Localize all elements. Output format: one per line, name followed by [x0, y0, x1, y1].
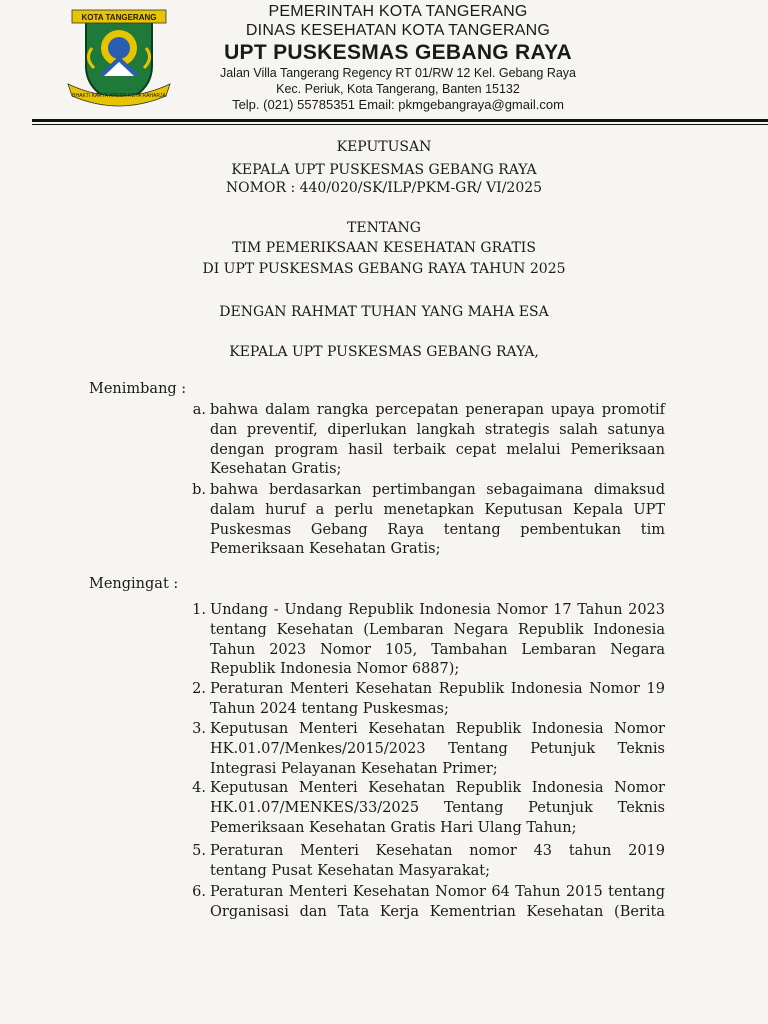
item-marker: 1.	[192, 602, 206, 618]
item-line: Pemeriksaan Kesehatan Gratis Hari Ulang Tahun;	[210, 819, 577, 836]
item-line: Puskesmas Gebang Raya tentang pembentukan tim	[210, 521, 665, 538]
decision-subject-2: DI UPT PUSKESMAS GEBANG RAYA TAHUN 2025	[202, 261, 566, 277]
item-line: Tahun 2024 tentang Puskesmas;	[210, 700, 449, 717]
decision-subject-1: TIM PEMERIKSAAN KESEHATAN GRATIS	[232, 240, 536, 256]
item-text	[210, 601, 665, 680]
item-line: Integrasi Pelayanan Kesehatan Primer;	[210, 760, 498, 777]
decision-number: NOMOR : 440/020/SK/ILP/PKM-GR/ VI/2025	[225, 180, 543, 196]
item-line: dalam huruf a perlu menetapkan Keputusan Kepala UPT	[210, 501, 665, 518]
header-rule-thin	[32, 124, 768, 125]
institution-name: UPT PUSKESMAS GEBANG RAYA	[224, 41, 572, 64]
item-text	[210, 680, 665, 720]
decision-about: TENTANG	[347, 220, 421, 236]
decision-heading: KEPUTUSAN	[336, 139, 432, 155]
item-text	[210, 401, 665, 480]
item-line: HK.01.07/MENKES/33/2025 Tentang Petunjuk Teknis	[210, 799, 665, 816]
government-name: PEMERINTAH KOTA TANGERANG	[268, 3, 528, 20]
item-line: Republik Indonesia Nomor 6887);	[210, 661, 460, 678]
mengingat-label: Mengingat :	[89, 576, 179, 592]
header-rule-thick	[32, 119, 768, 122]
department-name: DINAS KESEHATAN KOTA TANGERANG	[245, 22, 551, 39]
item-marker: 5.	[192, 843, 206, 859]
item-line: dengan program hasil terbaik cepat melalui Pemeriksaan	[210, 441, 665, 458]
item-line: bahwa berdasarkan pertimbangan sebagaimana dimaksud	[210, 482, 665, 498]
contact-line: Telp. (021) 55785351 Email: pkmgebangraya@gmail.com	[232, 97, 564, 112]
item-line: Peraturan Menteri Kesehatan Nomor 64 Tahun 2015 tentang	[210, 884, 665, 900]
item-marker: 2.	[192, 681, 206, 697]
item-line: tentang Pusat Kesehatan Masyarakat;	[210, 862, 491, 879]
menimbang-label: Menimbang :	[89, 381, 187, 397]
decision-invocation: DENGAN RAHMAT TUHAN YANG MAHA ESA	[219, 304, 549, 320]
item-marker: 3.	[192, 721, 206, 737]
address-line-2: Kec. Periuk, Kota Tangerang, Banten 15132	[276, 82, 520, 96]
item-line: Peraturan Menteri Kesehatan nomor 43 tahun 2019	[210, 843, 665, 859]
item-text	[210, 481, 665, 560]
item-line: dan preventif, diperlukan langkah strategis salah satunya	[210, 421, 665, 438]
item-marker: 6.	[192, 884, 206, 900]
decision-authority: KEPALA UPT PUSKESMAS GEBANG RAYA,	[229, 344, 539, 360]
item-text	[210, 720, 665, 779]
item-line: Pemeriksaan Kesehatan Gratis;	[210, 541, 441, 558]
item-line: Peraturan Menteri Kesehatan Republik Indonesia Nomor 19	[210, 681, 665, 697]
item-line: Organisasi dan Tata Kerja Kementrian Kesehatan (Berita	[210, 903, 665, 920]
item-line: HK.01.07/Menkes/2015/2023 Tentang Petunjuk Teknis	[210, 740, 665, 757]
item-line: Keputusan Menteri Kesehatan Republik Indonesia Nomor	[210, 721, 665, 737]
logo-motto-text: BHAKTI KARYA ANGGA KOTA RAHARJA	[72, 93, 166, 99]
item-line: Kesehatan Gratis;	[210, 461, 342, 478]
item-line: tentang Kesehatan (Lembaran Negara Republik Indonesia	[210, 621, 665, 638]
item-marker: a.	[192, 402, 206, 418]
item-line: bahwa dalam rangka percepatan penerapan upaya promotif	[210, 402, 665, 418]
city-emblem-icon	[64, 8, 174, 108]
item-text	[210, 883, 665, 923]
letterhead	[0, 0, 768, 128]
item-text	[210, 842, 665, 882]
item-line: Undang - Undang Republik Indonesia Nomor 17 Tahun 2023	[210, 602, 665, 618]
item-line: Keputusan Menteri Kesehatan Republik Indonesia Nomor	[210, 780, 665, 796]
item-line: Tahun 2023 Nomor 105, Tambahan Lembaran Negara	[210, 641, 665, 658]
decision-issuer: KEPALA UPT PUSKESMAS GEBANG RAYA	[231, 162, 537, 178]
address-line-1: Jalan Villa Tangerang Regency RT 01/RW 12 Kel. Gebang Raya	[219, 66, 576, 80]
item-marker: b.	[192, 482, 206, 498]
item-marker: 4.	[192, 780, 206, 796]
logo-banner-text: KOTA TANGERANG	[81, 13, 157, 22]
letterhead-text	[188, 2, 608, 113]
item-text	[210, 779, 665, 838]
